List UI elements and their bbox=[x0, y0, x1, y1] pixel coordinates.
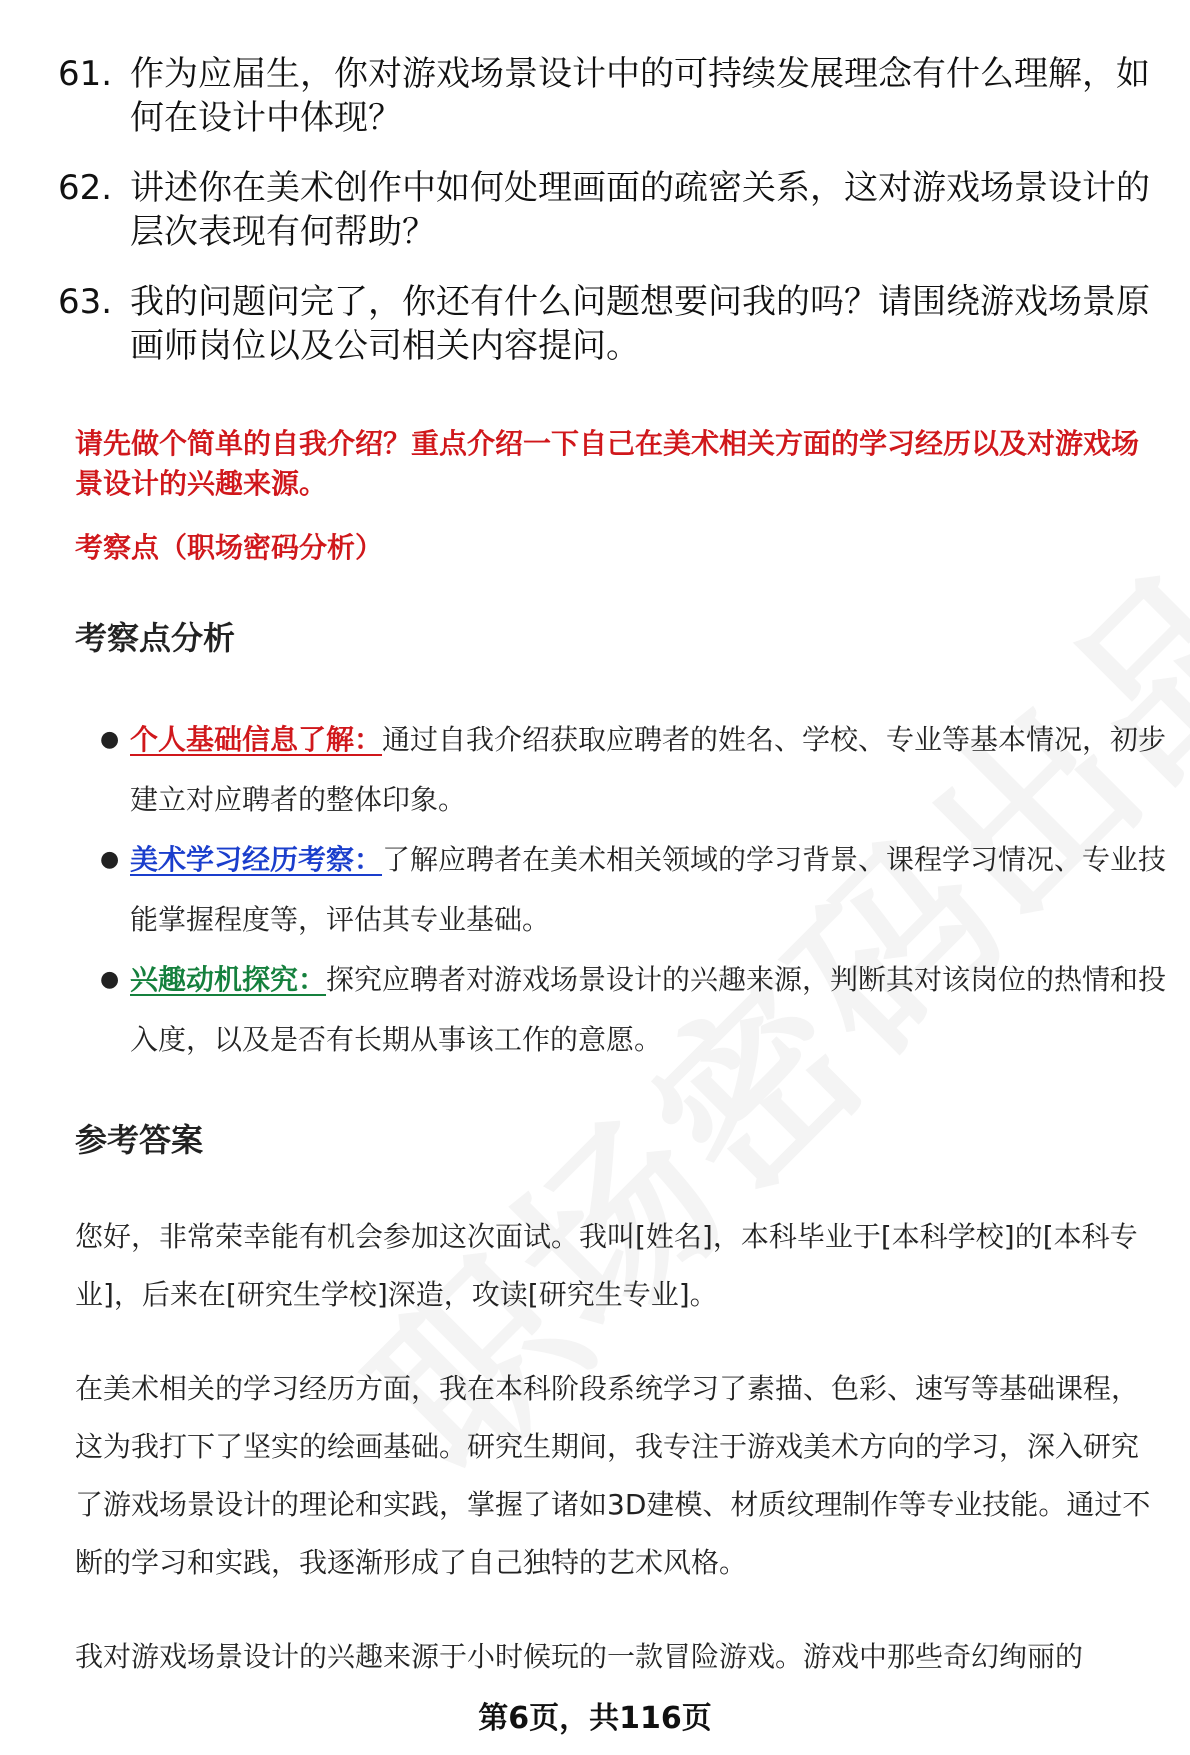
analysis-bullet-list bbox=[100, 710, 1170, 1070]
answer-paragraph: 我对游戏场景设计的兴趣来源于小时候玩的一款冒险游戏。游戏中那些奇幻绚丽的 bbox=[75, 1640, 1084, 1673]
question-text: 作为应届生，你对游戏场景设计中的可持续发展理念有什么理解，如何在设计中体现？ bbox=[130, 54, 1150, 138]
question-text: 讲述你在美术创作中如何处理画面的疏密关系，这对游戏场景设计的层次表现有何帮助？ bbox=[130, 168, 1150, 252]
bullet-label: 美术学习经历考察： bbox=[130, 843, 383, 876]
question-list bbox=[58, 52, 1168, 394]
analysis-bullet bbox=[100, 830, 1170, 950]
question-number: 61. bbox=[58, 54, 113, 94]
answer-paragraph: 您好，非常荣幸能有机会参加这次面试。我叫[姓名]，本科毕业于[本科学校]的[本科专业]，后来在[研究生学校]深造，攻读[研究生专业]。 bbox=[75, 1220, 1138, 1311]
analysis-heading: 考察点分析 bbox=[75, 619, 236, 657]
bullet-dot-icon: ● bbox=[100, 727, 120, 752]
bullet-text: 探究应聘者对游戏场景设计的兴趣来源，判断其对该岗位的热情和投入度，以及是否有长期从事该工作的意愿。 bbox=[130, 963, 1167, 1056]
bullet-dot-icon: ● bbox=[100, 847, 120, 872]
analysis-bullet bbox=[100, 950, 1170, 1070]
bullet-label: 个人基础信息了解： bbox=[130, 723, 383, 756]
question-number: 63. bbox=[58, 282, 113, 322]
answer-paragraph: 在美术相关的学习经历方面，我在本科阶段系统学习了素描、色彩、速写等基础课程，这为我打下了坚实的绘画基础。研究生期间，我专注于游戏美术方向的学习，深入研究了游戏场景设计的理论和实践，掌握了诸如3D建模、材质纹理制作等专业技能。通过不断的学习和实践，我逐渐形成了自己独特的艺术风格。 bbox=[75, 1372, 1151, 1579]
bullet-dot-icon: ● bbox=[100, 967, 120, 992]
bullet-label: 兴趣动机探究： bbox=[130, 963, 327, 996]
question-item bbox=[58, 52, 1168, 140]
intro-question: 请先做个简单的自我介绍？重点介绍一下自己在美术相关方面的学习经历以及对游戏场景设计的兴趣来源。 bbox=[75, 427, 1140, 500]
analysis-bullet bbox=[100, 710, 1170, 830]
question-number: 62. bbox=[58, 168, 113, 208]
bullet-text: 通过自我介绍获取应聘者的姓名、学校、专业等基本情况，初步建立对应聘者的整体印象。 bbox=[130, 723, 1167, 816]
question-text: 我的问题问完了，你还有什么问题想要问我的吗？请围绕游戏场景原画师岗位以及公司相关内容提问。 bbox=[130, 282, 1150, 366]
question-item bbox=[58, 280, 1168, 368]
question-item bbox=[58, 166, 1168, 254]
answer-heading: 参考答案 bbox=[75, 1121, 204, 1159]
assessment-point-label: 考察点（职场密码分析） bbox=[75, 531, 384, 564]
bullet-text: 了解应聘者在美术相关领域的学习背景、课程学习情况、专业技能掌握程度等，评估其专业基础。 bbox=[130, 843, 1167, 936]
page-footer: 第6页，共116页 bbox=[478, 1701, 712, 1736]
